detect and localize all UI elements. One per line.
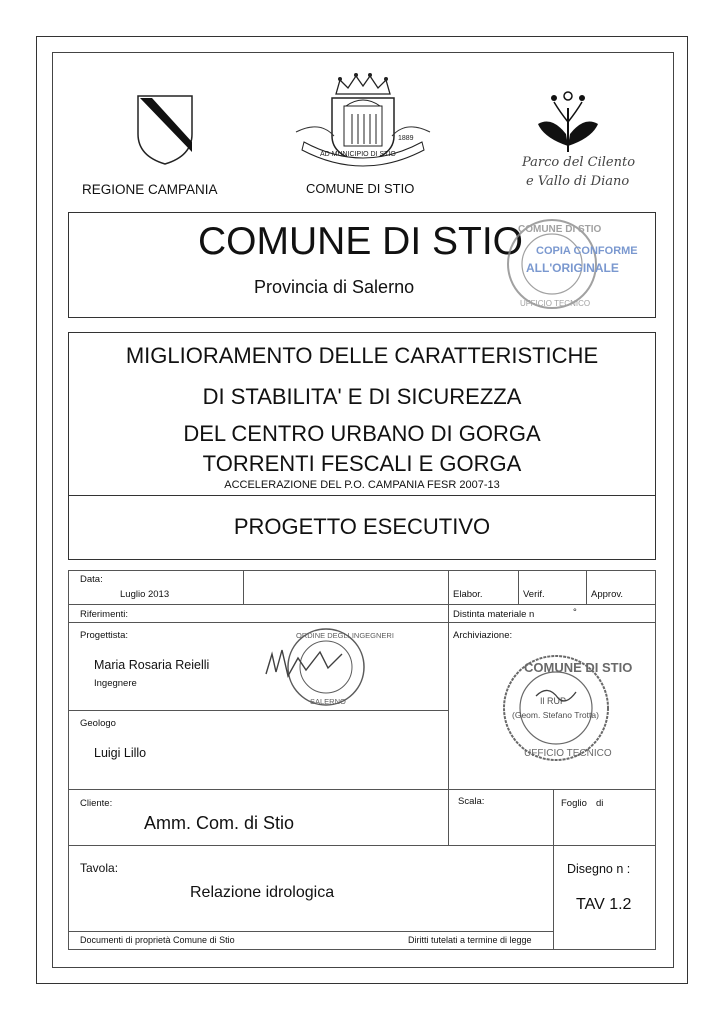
elabor-label: Elabor.: [453, 589, 483, 600]
project-line-3: DEL CENTRO URBANO DI GORGA: [183, 421, 541, 446]
progettista-label: Progettista:: [80, 630, 129, 641]
copia-conforme-stamp: [500, 216, 636, 312]
blank-cell: [243, 570, 449, 605]
distinta-label: Distinta materiale n: [453, 609, 535, 620]
regione-campania-label: REGIONE CAMPANIA: [82, 182, 218, 197]
approv-label: Approv.: [591, 589, 624, 600]
project-line-4: TORRENTI FESCALI E GORGA: [202, 451, 522, 476]
foglio-di: di: [596, 798, 604, 809]
project-phase: PROGETTO ESECUTIVO: [233, 514, 491, 539]
crest-year: 1889: [398, 135, 414, 142]
document-subtitle: Provincia di Salerno: [254, 277, 415, 297]
geologo-name: Luigi Lillo: [94, 746, 147, 760]
regione-campania-logo: [136, 94, 194, 166]
disegno-value: TAV 1.2: [576, 896, 632, 913]
progettista-role: Ingegnere: [94, 678, 137, 689]
verif-label: Verif.: [523, 589, 545, 600]
ufficio-tecnico-stamp: [496, 648, 633, 770]
comune-di-stio-label: COMUNE DI STIO: [306, 181, 415, 196]
crest-motto: AD MUNICIPIO DI STIO: [320, 151, 396, 158]
stamp-rup: Il RUP: [540, 696, 567, 706]
stamp-tecnico-ring: COMUNE DI STIO: [524, 660, 633, 675]
riferimenti-label: Riferimenti:: [80, 609, 129, 620]
comune-crest-logo: [290, 70, 436, 176]
cliente-value: Amm. Com. di Stio: [144, 813, 295, 833]
geologo-label: Geologo: [80, 718, 116, 729]
archiviazione-label: Archiviazione:: [453, 630, 513, 641]
foglio-label: Foglio: [561, 798, 587, 809]
tavola-value: Relazione idrologica: [190, 884, 335, 901]
stamp-ring-top: COMUNE DI STIO: [518, 224, 602, 235]
stamp-ring-bottom: UFFICIO TECNICO: [520, 299, 591, 308]
footer-right: Diritti tutelati a termine di legge: [408, 935, 532, 945]
footer-left: Documenti di proprietà Comune di Stio: [80, 935, 235, 945]
project-divider: [68, 495, 656, 496]
cliente-label: Cliente:: [80, 798, 113, 809]
stamp-rup-name: (Geom. Stefano Trotta): [512, 710, 599, 720]
scala-label: Scala:: [458, 796, 485, 807]
project-line-2: DI STABILITA' E DI SICUREZZA: [202, 384, 522, 409]
progettista-name: Maria Rosaria Reielli: [94, 658, 210, 672]
data-label: Data:: [80, 574, 103, 585]
document-title: COMUNE DI STIO: [198, 220, 524, 263]
parco-cilento-logo: [530, 82, 610, 154]
stamp-provincia-text: SALERNO: [310, 697, 346, 706]
ordine-ingegneri-stamp: [262, 624, 394, 710]
disegno-label: Disegno n :: [567, 862, 631, 876]
funding-line: ACCELERAZIONE DEL P.O. CAMPANIA FESR 2007-13: [224, 479, 500, 491]
stamp-all-originale: ALL'ORIGINALE: [526, 261, 619, 275]
data-value: Luglio 2013: [120, 589, 170, 600]
project-line-1: MIGLIORAMENTO DELLE CARATTERISTICHE: [125, 343, 599, 368]
stamp-tecnico-bottom: UFFICIO TECNICO: [524, 748, 612, 759]
stamp-copia-conforme: COPIA CONFORME: [536, 245, 638, 257]
tavola-label: Tavola:: [80, 861, 119, 875]
park-name-line1: Parco del Cilento: [522, 155, 636, 170]
park-name-line2: e Vallo di Diano: [526, 174, 630, 189]
stamp-ordine-text: ORDINE DEGLI INGEGNERI: [296, 631, 394, 640]
distinta-suffix: °: [573, 607, 577, 618]
